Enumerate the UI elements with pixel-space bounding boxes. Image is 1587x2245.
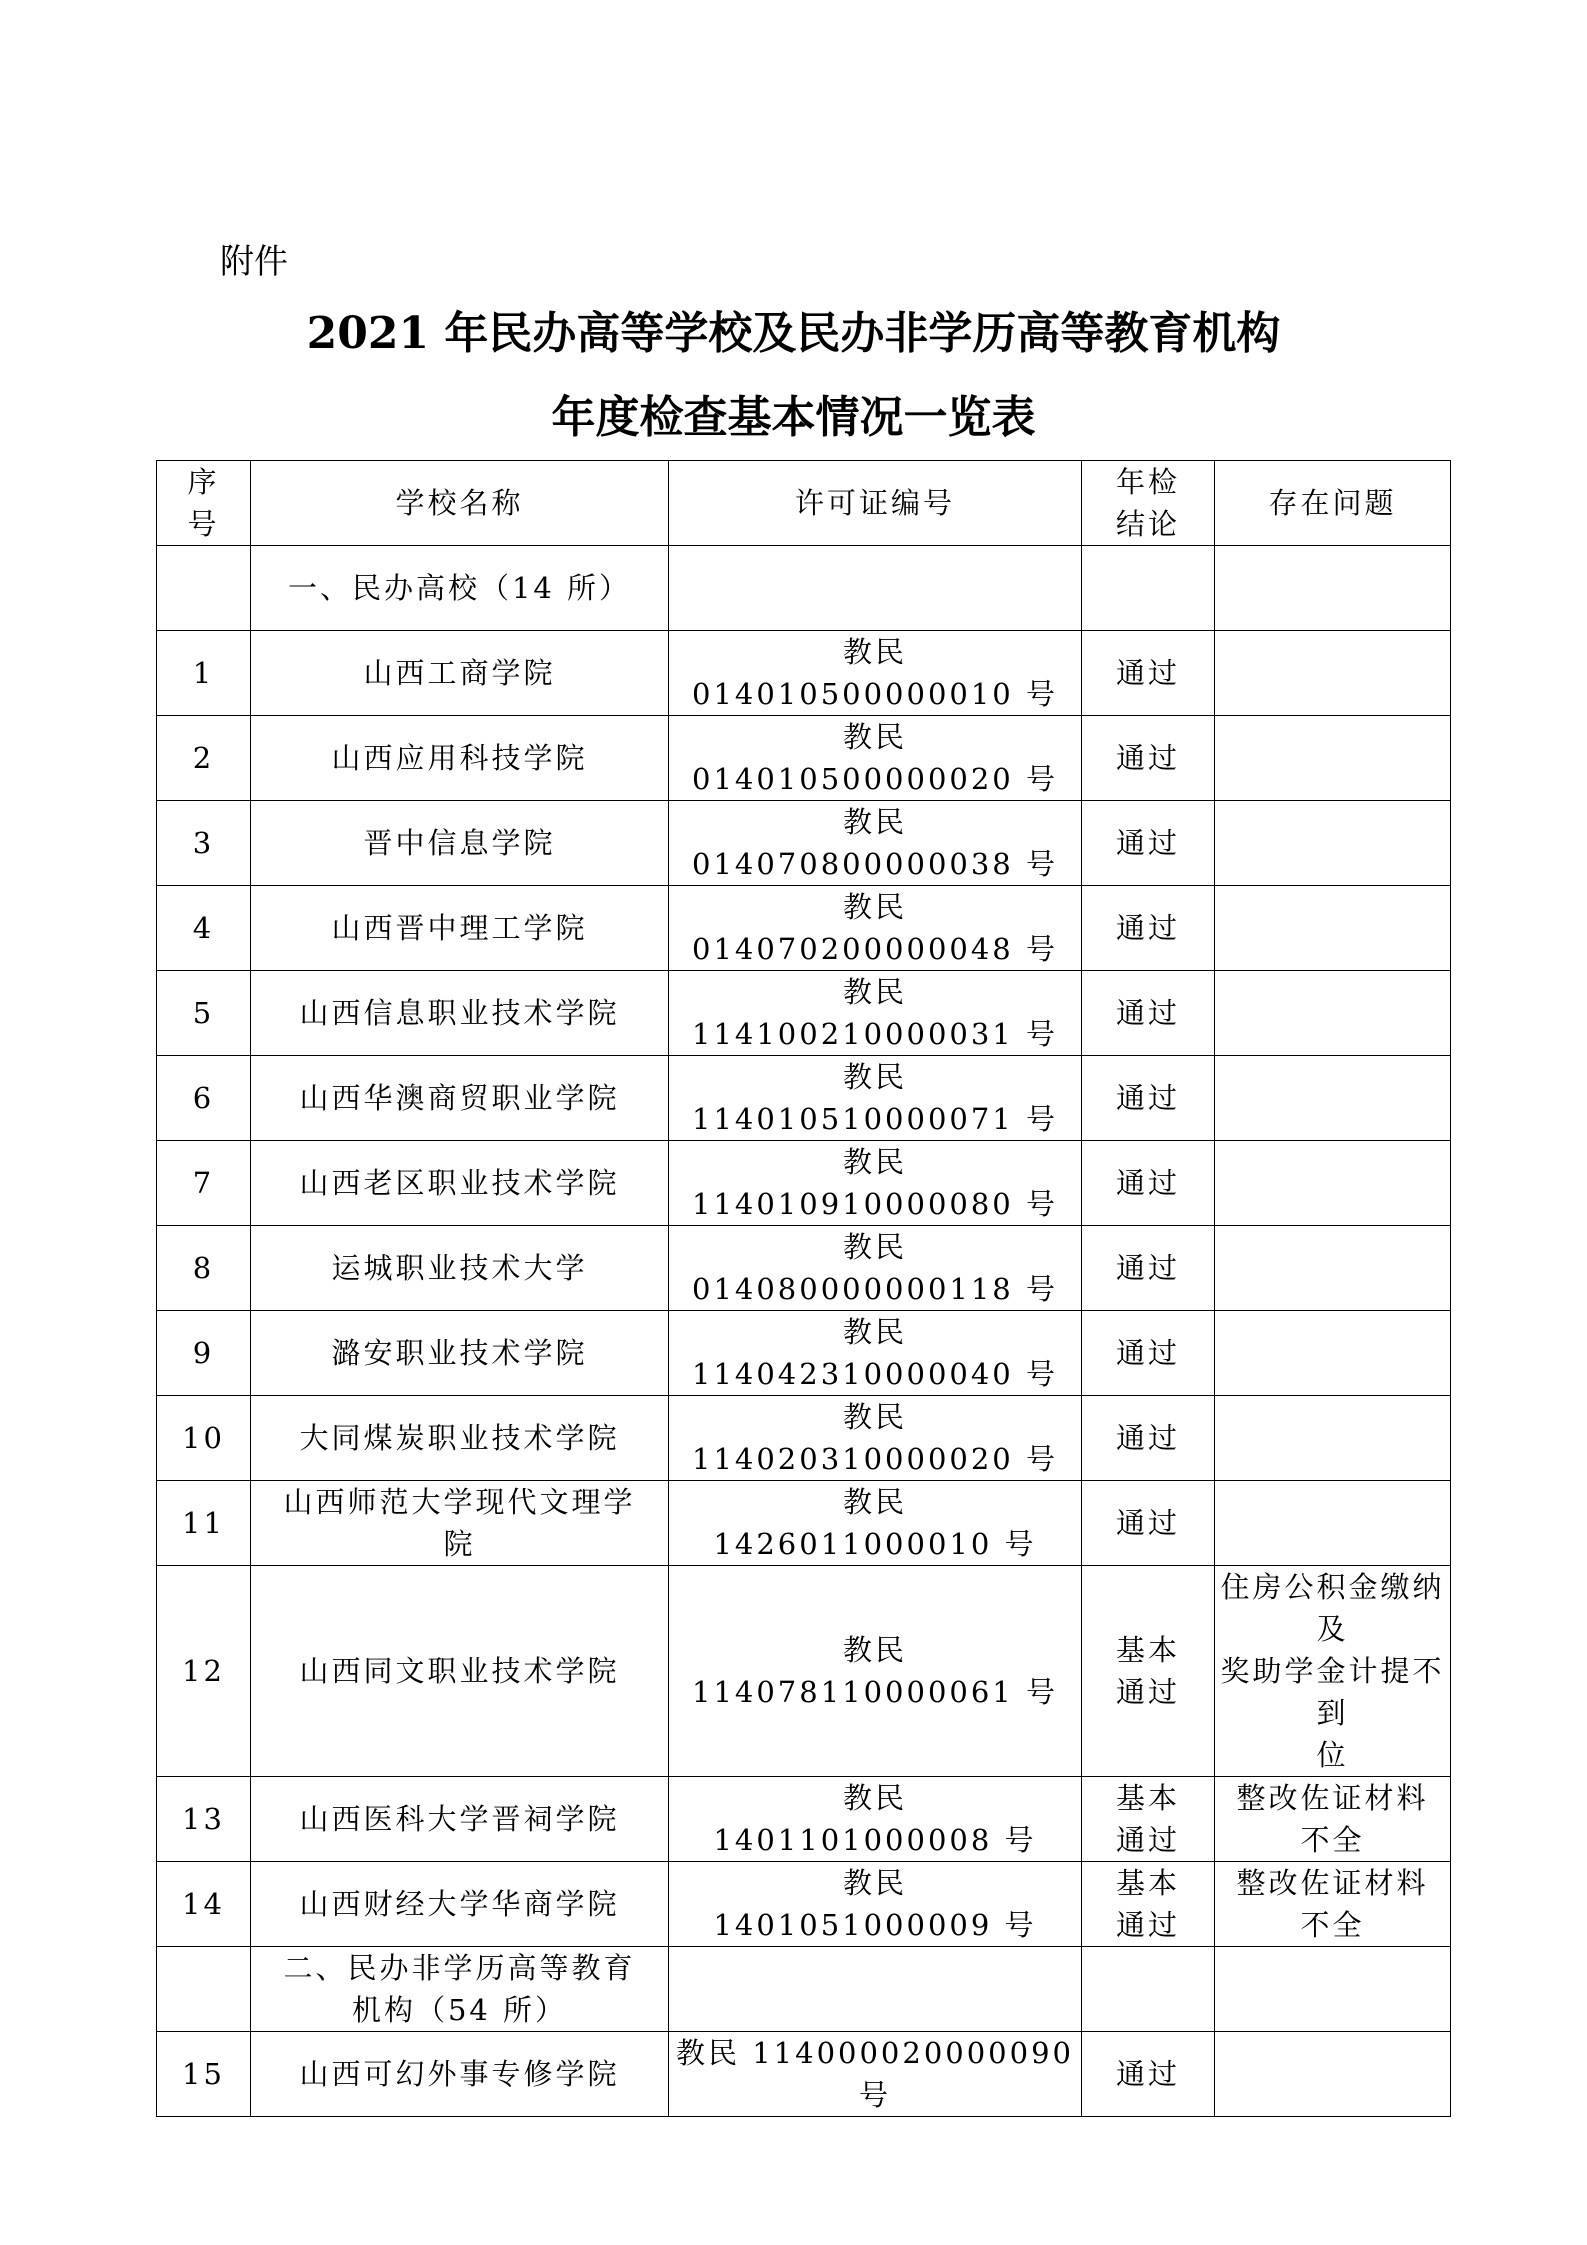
issue (1215, 716, 1451, 801)
row-number: 8 (157, 1226, 251, 1311)
school-name: 运城职业技术大学 (251, 1226, 669, 1311)
issue (1215, 801, 1451, 886)
issue: 整改佐证材料 不全 (1215, 1777, 1451, 1862)
section-row (157, 1947, 1451, 2032)
table-row (157, 1311, 1451, 1396)
school-name: 山西医科大学晋祠学院 (251, 1777, 669, 1862)
row-number: 9 (157, 1311, 251, 1396)
section-title: 一、民办高校（14 所） (251, 546, 669, 631)
table-row (157, 1141, 1451, 1226)
inspection-result: 通过 (1082, 1056, 1215, 1141)
school-name: 山西应用科技学院 (251, 716, 669, 801)
license-number: 教民 114000020000090 号 (669, 2032, 1082, 2117)
school-name: 山西同文职业技术学院 (251, 1566, 669, 1777)
row-number: 14 (157, 1862, 251, 1947)
issue: 整改佐证材料 不全 (1215, 1862, 1451, 1947)
issue (1215, 1311, 1451, 1396)
school-name: 山西可幻外事专修学院 (251, 2032, 669, 2117)
table-row (157, 886, 1451, 971)
school-name: 山西华澳商贸职业学院 (251, 1056, 669, 1141)
issue (1215, 2032, 1451, 2117)
table-row (157, 716, 1451, 801)
license-number: 教民 1401051000009 号 (669, 1862, 1082, 1947)
school-name: 山西晋中理工学院 (251, 886, 669, 971)
row-number: 4 (157, 886, 251, 971)
page-title-line1: 2021 年民办高等学校及民办非学历高等教育机构 (306, 308, 1281, 359)
issue (1215, 1396, 1451, 1481)
issue: 住房公积金缴纳及 奖助学金计提不到 位 (1215, 1566, 1451, 1777)
table-row (157, 2032, 1451, 2117)
row-number: 11 (157, 1481, 251, 1566)
inspection-result: 通过 (1082, 971, 1215, 1056)
table-row (157, 1056, 1451, 1141)
license-number: 教民 114020310000020 号 (669, 1396, 1082, 1481)
inspection-result: 通过 (1082, 1141, 1215, 1226)
issue (1215, 971, 1451, 1056)
issue (1215, 631, 1451, 716)
license-number: 教民 114078110000061 号 (669, 1566, 1082, 1777)
section-row (157, 546, 1451, 631)
table-row (157, 1396, 1451, 1481)
school-name: 大同煤炭职业技术学院 (251, 1396, 669, 1481)
header-seq: 序 号 (157, 461, 251, 546)
row-number: 12 (157, 1566, 251, 1777)
school-name: 山西师范大学现代文理学 院 (251, 1481, 669, 1566)
inspection-result: 基本 通过 (1082, 1566, 1215, 1777)
table-row (157, 1862, 1451, 1947)
attachment-label: 附件 (220, 242, 288, 282)
inspection-result: 通过 (1082, 801, 1215, 886)
row-number: 3 (157, 801, 251, 886)
issue (1215, 1056, 1451, 1141)
license-number: 教民 014080000000118 号 (669, 1226, 1082, 1311)
section-title: 二、民办非学历高等教育 机构（54 所） (251, 1947, 669, 2032)
license-number: 教民 014070200000048 号 (669, 886, 1082, 971)
license-number: 教民 014070800000038 号 (669, 801, 1082, 886)
issue (1215, 886, 1451, 971)
row-number: 15 (157, 2032, 251, 2117)
school-name: 山西信息职业技术学院 (251, 971, 669, 1056)
table-row (157, 1777, 1451, 1862)
header-license: 许可证编号 (669, 461, 1082, 546)
inspection-result: 通过 (1082, 2032, 1215, 2117)
row-number: 10 (157, 1396, 251, 1481)
row-number: 13 (157, 1777, 251, 1862)
license-number: 教民 114010510000071 号 (669, 1056, 1082, 1141)
inspection-result: 通过 (1082, 1226, 1215, 1311)
license-number: 教民 114100210000031 号 (669, 971, 1082, 1056)
license-number: 教民 014010500000020 号 (669, 716, 1082, 801)
school-name: 潞安职业技术学院 (251, 1311, 669, 1396)
issue (1215, 1481, 1451, 1566)
header-school-name: 学校名称 (251, 461, 669, 546)
inspection-result: 基本 通过 (1082, 1777, 1215, 1862)
row-number: 5 (157, 971, 251, 1056)
school-name: 山西老区职业技术学院 (251, 1141, 669, 1226)
license-number: 教民 114042310000040 号 (669, 1311, 1082, 1396)
inspection-result: 通过 (1082, 1481, 1215, 1566)
school-name: 山西工商学院 (251, 631, 669, 716)
row-number: 1 (157, 631, 251, 716)
header-issues: 存在问题 (1215, 461, 1451, 546)
table-row (157, 631, 1451, 716)
issue (1215, 1141, 1451, 1226)
school-name: 山西财经大学华商学院 (251, 1862, 669, 1947)
table-row (157, 1566, 1451, 1777)
inspection-table (156, 460, 1451, 2117)
header-result: 年检 结论 (1082, 461, 1215, 546)
table-header-row (157, 461, 1451, 546)
table-row (157, 971, 1451, 1056)
issue (1215, 1226, 1451, 1311)
license-number: 教民 1401101000008 号 (669, 1777, 1082, 1862)
license-number: 教民 1426011000010 号 (669, 1481, 1082, 1566)
license-number: 教民 014010500000010 号 (669, 631, 1082, 716)
inspection-result: 通过 (1082, 631, 1215, 716)
page-title-line2: 年度检查基本情况一览表 (551, 392, 1036, 443)
inspection-result: 基本 通过 (1082, 1862, 1215, 1947)
row-number: 2 (157, 716, 251, 801)
license-number: 教民 114010910000080 号 (669, 1141, 1082, 1226)
inspection-result: 通过 (1082, 1396, 1215, 1481)
table-row (157, 801, 1451, 886)
inspection-result: 通过 (1082, 1311, 1215, 1396)
table-row (157, 1226, 1451, 1311)
table-row (157, 1481, 1451, 1566)
row-number: 6 (157, 1056, 251, 1141)
inspection-result: 通过 (1082, 716, 1215, 801)
school-name: 晋中信息学院 (251, 801, 669, 886)
row-number: 7 (157, 1141, 251, 1226)
inspection-result: 通过 (1082, 886, 1215, 971)
